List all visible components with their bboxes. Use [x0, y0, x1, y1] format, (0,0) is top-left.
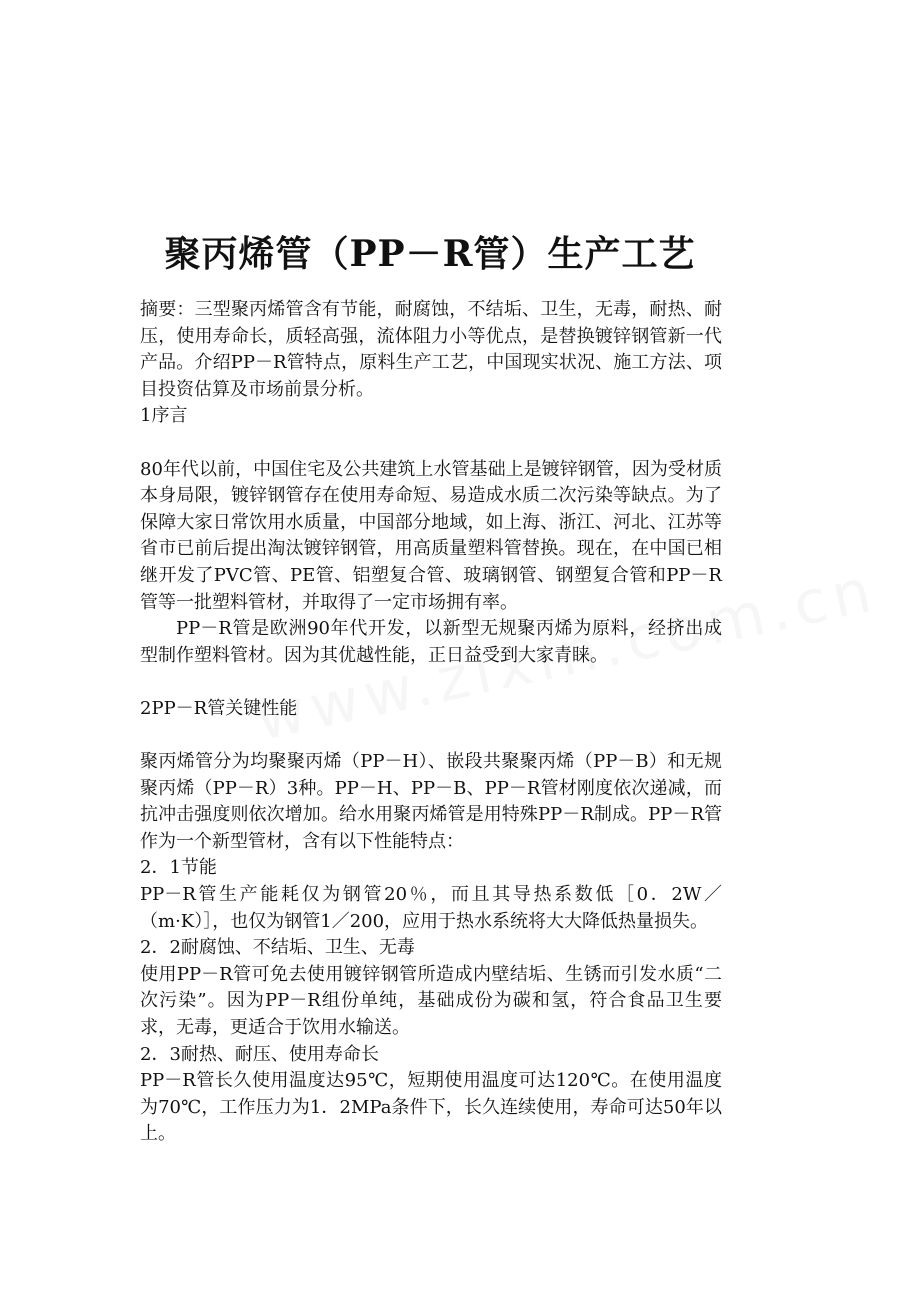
subsection-2-3-heading: 2．3耐热、耐压、使用寿命长 [140, 1043, 379, 1065]
blank-line [140, 430, 722, 457]
abstract-paragraph: 摘要：三型聚丙烯管含有节能，耐腐蚀，不结垢、卫生，无毒，耐热、耐压，使用寿命长，质轻高强，流体阻力小等优点，是替换镀锌钢管新一代产品。介绍PP－R管特点，原料生产工艺，中国现实状况、施工方法、项目投资估算及市场前景分析。 [140, 299, 722, 400]
subsection-2-2-text: 使用PP－R管可免去使用镀锌钢管所造成内壁结垢、生锈而引发水质“二次污染”。因为PP－R组份单纯，基础成份为碳和氢，符合食品卫生要求，无毒，更适合于饮用水输送。 [140, 963, 722, 1039]
section-1-paragraph-2: PP－R管是欧洲90年代开发，以新型无规聚丙烯为原料，经挤出成型制作塑料管材。因为其优越性能，正日益受到大家青睐。 [140, 618, 722, 666]
subsection-2-3-text: PP－R管长久使用温度达95℃，短期使用温度可达120℃。在使用温度为70℃，工作压力为1．2MPa条件下，长久连续使用，寿命可达50年以上。 [140, 1070, 722, 1145]
section-2-heading: 2PP－R管关键性能 [140, 697, 298, 719]
section-1-paragraph-1: 80年代以前，中国住宅及公共建筑上水管基础上是镀锌钢管，因为受材质本身局限，镀锌钢管存在使用寿命短、易造成水质二次污染等缺点。为了保障大家日常饮用水质量，中国部分地域，如上海、浙江、河北、江苏等省市已前后提出淘汰镀锌钢管，用高质量塑料管替换。现在，在中国已相继开发了PVC管、PE管、铝塑复合管、玻璃钢管、钢塑复合管和PP－R管等一批塑料管材，并取得了一定市场拥有率。 [140, 458, 722, 613]
blank-line [140, 723, 722, 750]
section-2-paragraph-1: 聚丙烯管分为均聚聚丙烯（PP－H）、嵌段共聚聚丙烯（PP－B）和无规聚丙烯（PP－R）3种。PP－H、PP－B、PP－R管材刚度依次递减，而抗冲击强度则依次增加。给水用聚丙烯管是用特殊PP－R制成。PP－R管作为一个新型管材，含有以下性能特点： [140, 751, 722, 852]
subsection-2-1-text: PP－R管生产能耗仅为钢管20％，而且其导热系数低［0．2W／（m·K）］，也仅为钢管1／200，应用于热水系统将大大降低热量损失。 [140, 884, 722, 932]
document-body [140, 297, 722, 1148]
subsection-2-2-heading: 2．2耐腐蚀、不结垢、卫生、无毒 [140, 937, 415, 959]
blank-line [140, 669, 722, 696]
section-1-heading: 1序言 [140, 405, 188, 427]
document-title: 聚丙烯管（PP－R管）生产工艺 [164, 233, 696, 275]
subsection-2-1-heading: 2．1节能 [140, 857, 217, 879]
